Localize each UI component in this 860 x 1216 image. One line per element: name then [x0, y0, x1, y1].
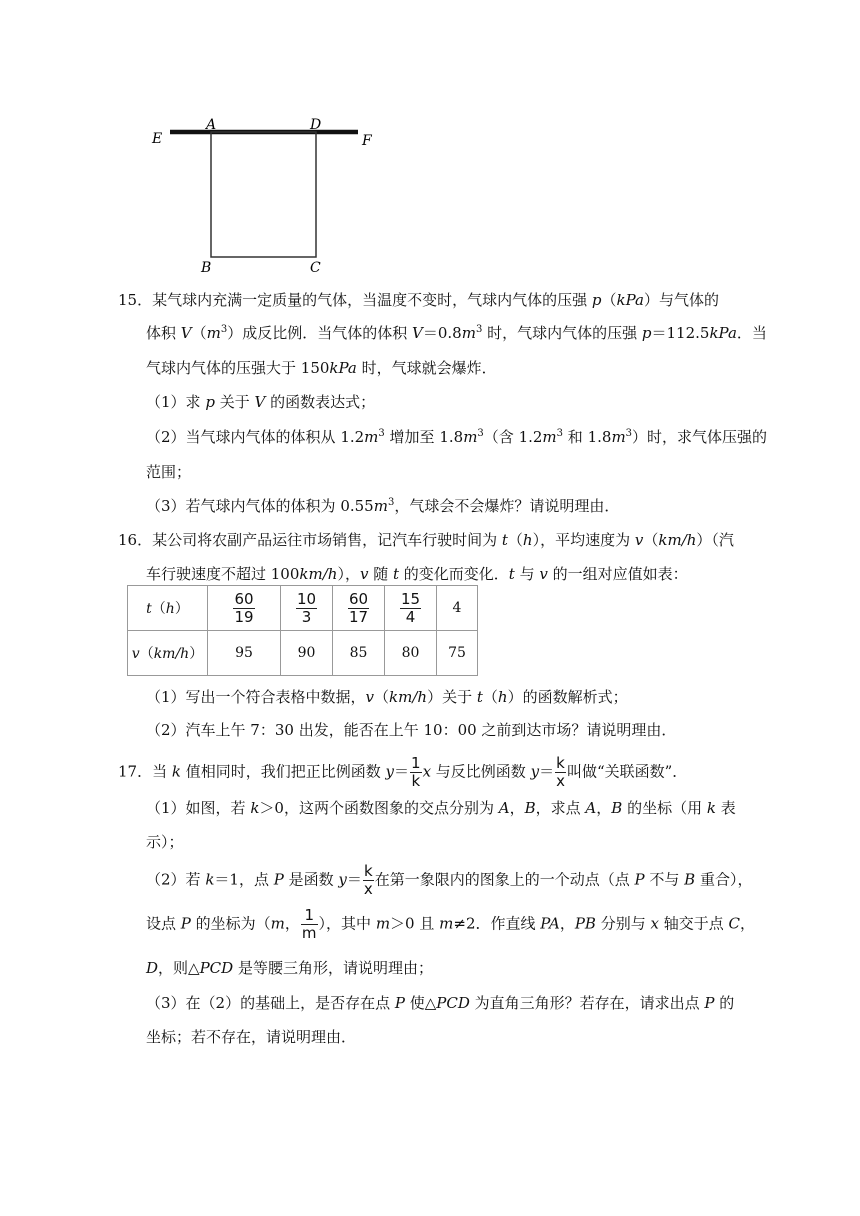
square-ABCD	[211, 132, 316, 257]
t-cell: $\frac{10}{3}$	[281, 586, 333, 631]
q15-line3: 气球内气体的压强大于 150kPa 时，气球就会爆炸．	[146, 359, 497, 377]
t-header-cell: t（h）	[128, 586, 208, 631]
q17-sub1-line2: 示）；	[146, 833, 184, 851]
label-D: D	[310, 117, 322, 133]
q15-sub2-line1: （2）当气球内气体的体积从 $1.2m^3$ 增加至 $1.8m^3$（含 $1.2m^3$ 和 $1.8m^3$）时，求气体压强的	[146, 428, 768, 446]
t-cell: $\frac{15}{4}$	[385, 586, 437, 631]
table-row-v	[128, 631, 478, 676]
q17-sub2-line1: （2）若 k＝1，点 P 是函数 y＝ $\frac{k}{x}$ 在第一象限内的图象上的一个动点（点 P 不与 B 重合），	[146, 862, 753, 898]
fraction-k-over-x: $\frac{k}{x}$	[556, 754, 565, 790]
q16-line2: 车行驶速度不超过 100km/h），v 随 t 的变化而变化．t 与 v 的一组对应值如表：	[146, 565, 688, 583]
q16-sub1: （1）写出一个符合表格中数据，v（km/h）关于 t（h）的函数解析式；	[146, 688, 628, 706]
t-v-table	[127, 585, 478, 676]
label-A: A	[206, 117, 217, 133]
fraction-1-over-m: $\frac{1}{m}$	[301, 906, 317, 942]
q15-sub2-line2: 范围；	[146, 463, 192, 481]
q15-line1: 15．某气球内充满一定质量的气体，当温度不变时，气球内气体的压强 p（kPa）与气体的	[118, 291, 719, 309]
fraction-k-over-x-2: $\frac{k}{x}$	[363, 862, 373, 898]
label-C: C	[310, 260, 321, 276]
q17-line1: 17．当 k 值相同时，我们把正比例函数 y＝ $\frac{1}{k}$ x 与反比例函数 y＝ $\frac{k}{x}$ 叫做“关联函数”．	[118, 754, 688, 790]
q17-sub3-line1: （3）在（2）的基础上，是否存在点 P 使△PCD 为直角三角形？若存在，请求出点 P 的	[146, 994, 735, 1012]
t-cell: $\frac{60}{19}$	[208, 586, 281, 631]
t-cell: $\frac{60}{17}$	[333, 586, 385, 631]
v-cell: 95	[208, 631, 281, 676]
q17-sub1-line1: （1）如图，若 k＞0，这两个函数图象的交点分别为 A，B，求点 A，B 的坐标（用 k 表	[146, 799, 736, 817]
q16-sub2: （2）汽车上午 7：30 出发，能否在上午 10：00 之前到达市场？请说明理由．	[146, 721, 677, 739]
q15-sub1: （1）求 p 关于 V 的函数表达式；	[146, 393, 376, 411]
v-cell: 90	[281, 631, 333, 676]
q16-line1: 16．某公司将农副产品运往市场销售，记汽车行驶时间为 t（h），平均速度为 v（km/h）（汽	[118, 531, 734, 549]
q17-sub3-line2: 坐标；若不存在，请说明理由．	[146, 1028, 357, 1046]
v-cell: 85	[333, 631, 385, 676]
v-header-cell: v（km/h）	[128, 631, 208, 676]
q15-line2: 体积 $V(m^3)$成反比例．当气体的体积 $V=0.8m^3$ 时，气球内气体的压强 p＝112.5kPa．当	[146, 324, 767, 342]
fraction-1-over-k: $\frac{1}{k}$	[411, 754, 421, 790]
label-B: B	[201, 260, 212, 276]
q17-sub2-line3: D，则△PCD 是等腰三角形，请说明理由；	[146, 959, 433, 977]
t-cell: 4	[437, 586, 478, 631]
label-E: E	[152, 131, 163, 147]
label-F: F	[362, 133, 372, 149]
v-cell: 80	[385, 631, 437, 676]
square-figure	[140, 105, 390, 285]
q17-sub2-line2: 设点 P 的坐标为（m， $\frac{1}{m}$ ），其中 m＞0 且 m≠2．作直线 PA，PB 分别与 x 轴交于点 C，	[146, 906, 756, 942]
q15-sub3: （3）若气球内气体的体积为 $0.55m^3$，气球会不会爆炸？请说明理由．	[146, 497, 620, 515]
v-cell: 75	[437, 631, 478, 676]
table-row-t	[128, 586, 478, 631]
